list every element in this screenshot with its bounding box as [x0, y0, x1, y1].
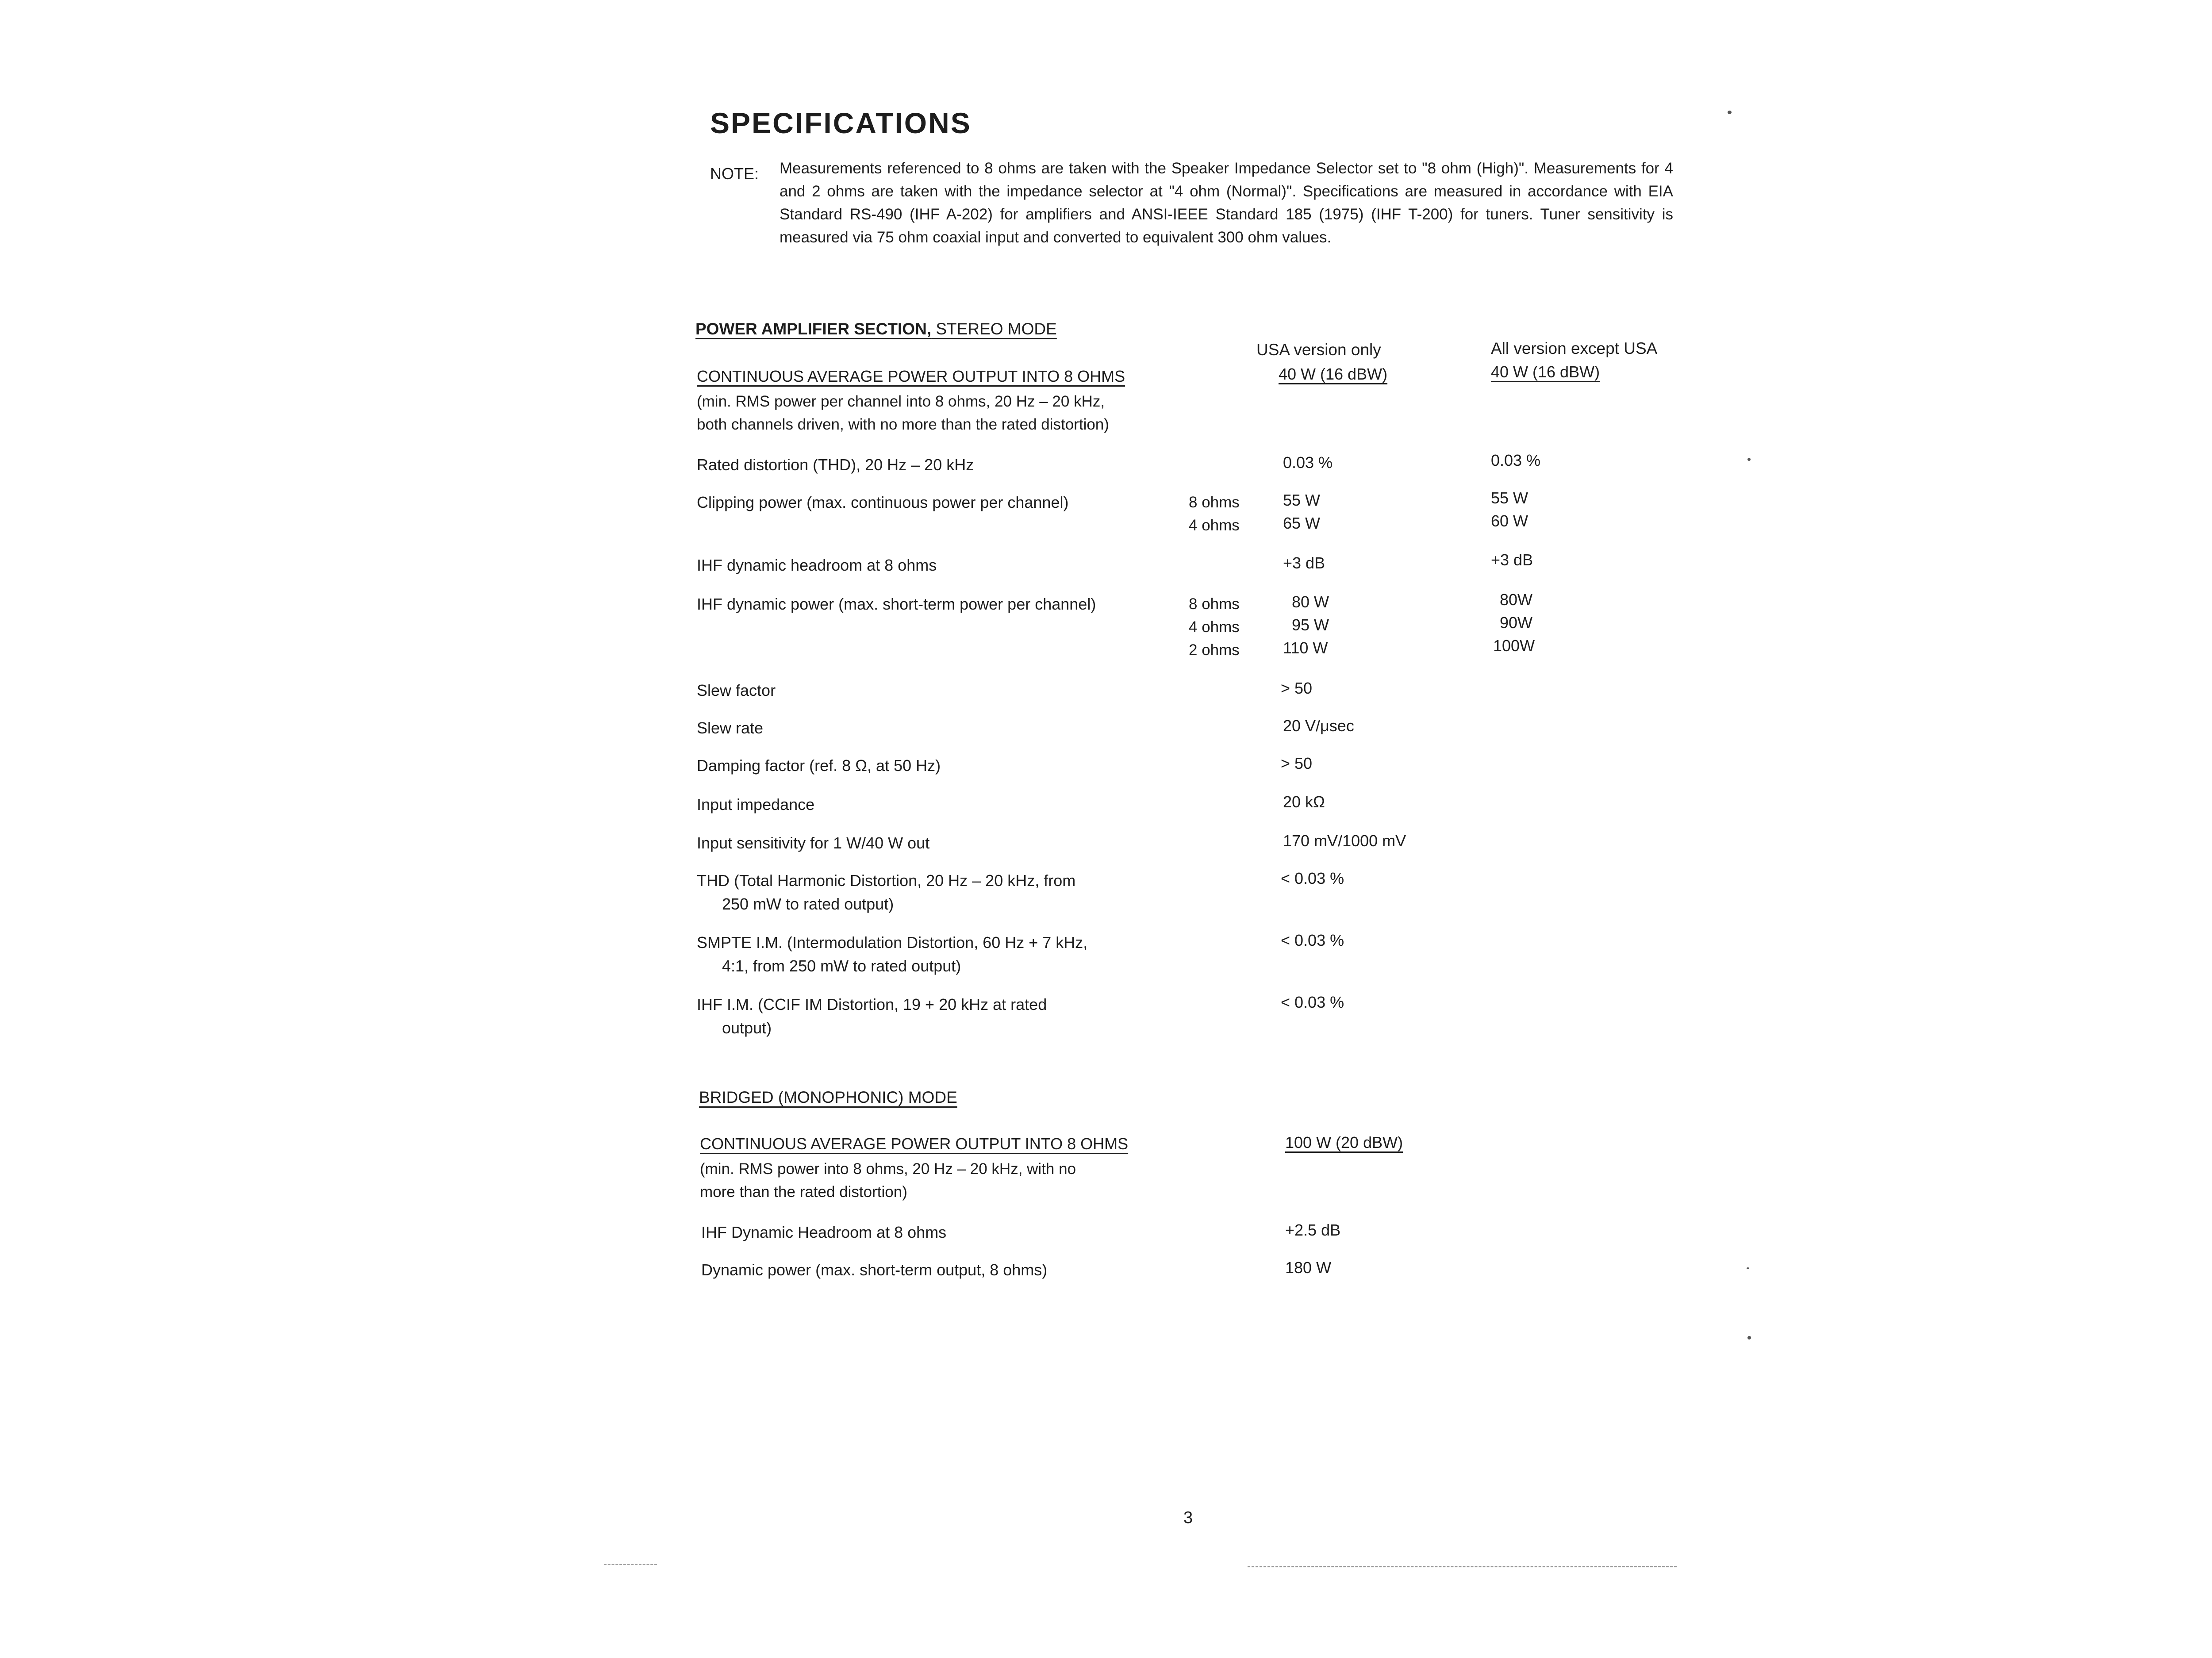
rated-distortion-label: Rated distortion (THD), 20 Hz – 20 kHz [697, 456, 974, 474]
smpte-label-line1: SMPTE I.M. (Intermodulation Distortion, 60 Hz + 7 kHz, [697, 933, 1088, 952]
ihf-im-label-line1: IHF I.M. (CCIF IM Distortion, 19 + 20 kHz at rated [697, 995, 1047, 1013]
scan-edge-line [1248, 1566, 1677, 1567]
page-title: SPECIFICATIONS [710, 107, 972, 139]
stereo-section-heading [695, 320, 1057, 338]
stereo-continuous-other: 40 W (16 dBW) [1491, 363, 1600, 381]
column-header-other: All version except USA [1491, 339, 1658, 357]
ihf-im-value: < 0.03 % [1281, 993, 1344, 1011]
thd-label-line2: 250 mW to rated output) [722, 895, 894, 913]
scan-speck [1747, 1267, 1749, 1269]
scan-speck [1728, 111, 1732, 114]
bridged-dynpower-label: Dynamic power (max. short-term output, 8 ohms) [701, 1261, 1048, 1279]
dynpower-other-4ohm: 90W [1500, 614, 1533, 632]
dynamic-power-label: IHF dynamic power (max. short-term power per channel) [697, 595, 1096, 613]
dynpower-other-8ohm: 80W [1500, 591, 1533, 609]
clipping-usa-8ohm: 55 W [1283, 491, 1321, 509]
clipping-cond-8ohm: 8 ohms [1189, 494, 1240, 511]
bridged-dynpower-value: 180 W [1285, 1259, 1332, 1277]
note-label: NOTE: [710, 165, 759, 183]
dynpower-usa-2ohm: 110 W [1283, 639, 1328, 657]
page-number: 3 [1183, 1508, 1193, 1527]
dynamic-headroom-usa: +3 dB [1283, 554, 1325, 572]
bridged-headroom-value: +2.5 dB [1285, 1221, 1341, 1239]
slew-rate-value: 20 V/μsec [1283, 717, 1354, 735]
clipping-power-label: Clipping power (max. continuous power per channel) [697, 493, 1069, 511]
stereo-continuous-usa: 40 W (16 dBW) [1279, 365, 1388, 383]
scan-edge-line [604, 1564, 657, 1565]
dynpower-usa-4ohm: 95 W [1292, 616, 1329, 634]
scan-speck [1747, 458, 1751, 461]
bridged-section-heading: BRIDGED (MONOPHONIC) MODE [699, 1088, 957, 1106]
dynpower-cond-2ohm: 2 ohms [1189, 641, 1240, 659]
dynamic-headroom-other: +3 dB [1491, 551, 1533, 569]
slew-factor-value: > 50 [1281, 679, 1313, 697]
stereo-continuous-label: CONTINUOUS AVERAGE POWER OUTPUT INTO 8 OHMS [697, 367, 1125, 385]
stereo-heading-bold: POWER AMPLIFIER SECTION, [695, 320, 932, 338]
dynamic-headroom-label: IHF dynamic headroom at 8 ohms [697, 556, 937, 574]
dynpower-cond-4ohm: 4 ohms [1189, 618, 1240, 636]
smpte-label-line2: 4:1, from 250 mW to rated output) [722, 957, 961, 975]
input-sensitivity-label: Input sensitivity for 1 W/40 W out [697, 834, 930, 852]
clipping-cond-4ohm: 4 ohms [1189, 517, 1240, 534]
thd-label-line1: THD (Total Harmonic Distortion, 20 Hz – 20 kHz, from [697, 871, 1076, 890]
bridged-continuous-sub2: more than the rated distortion) [700, 1183, 907, 1201]
bridged-continuous-label: CONTINUOUS AVERAGE POWER OUTPUT INTO 8 OHMS [700, 1135, 1129, 1153]
bridged-continuous-value: 100 W (20 dBW) [1285, 1133, 1403, 1151]
rated-distortion-usa: 0.03 % [1283, 453, 1333, 472]
clipping-usa-4ohm: 65 W [1283, 514, 1321, 532]
dynpower-other-2ohm: 100W [1493, 637, 1535, 655]
scan-speck [1747, 1336, 1751, 1339]
input-sensitivity-value: 170 mV/1000 mV [1283, 832, 1406, 850]
dynpower-cond-8ohm: 8 ohms [1189, 595, 1240, 613]
bridged-continuous-sub1: (min. RMS power into 8 ohms, 20 Hz – 20 kHz, with no [700, 1160, 1076, 1178]
input-impedance-label: Input impedance [697, 795, 815, 814]
damping-factor-value: > 50 [1281, 754, 1313, 772]
column-header-usa: USA version only [1256, 341, 1381, 359]
clipping-other-8ohm: 55 W [1491, 489, 1528, 507]
clipping-other-4ohm: 60 W [1491, 512, 1528, 530]
input-impedance-value: 20 kΩ [1283, 793, 1325, 811]
stereo-heading-rest: STEREO MODE [931, 320, 1057, 338]
slew-rate-label: Slew rate [697, 719, 764, 737]
stereo-continuous-sub2: both channels driven, with no more than the rated distortion) [697, 416, 1109, 433]
ihf-im-label-line2: output) [722, 1019, 772, 1037]
stereo-continuous-sub1: (min. RMS power per channel into 8 ohms, 20 Hz – 20 kHz, [697, 393, 1105, 410]
thd-value: < 0.03 % [1281, 869, 1344, 887]
rated-distortion-other: 0.03 % [1491, 451, 1541, 469]
dynpower-usa-8ohm: 80 W [1292, 593, 1329, 611]
bridged-headroom-label: IHF Dynamic Headroom at 8 ohms [701, 1223, 947, 1241]
smpte-value: < 0.03 % [1281, 931, 1344, 949]
note-text: Measurements referenced to 8 ohms are taken with the Speaker Impedance Selector set to "8 ohm (High)". Measurements for 4 and 2 ohms are taken with the impedance selector at "4 ohm (Normal)". Specifications are measured in accordance with EIA Standard RS-490 (IHF A-202) for amplifiers and ANSI-IEEE Standard 185 (1975) (IHF T-200) for tuners. Tuner sensitivity is measured via 75 ohm coaxial input and converted to equivalent 300 ohm values. [780, 160, 1673, 246]
slew-factor-label: Slew factor [697, 681, 776, 699]
damping-factor-label: Damping factor (ref. 8 Ω, at 50 Hz) [697, 756, 941, 775]
